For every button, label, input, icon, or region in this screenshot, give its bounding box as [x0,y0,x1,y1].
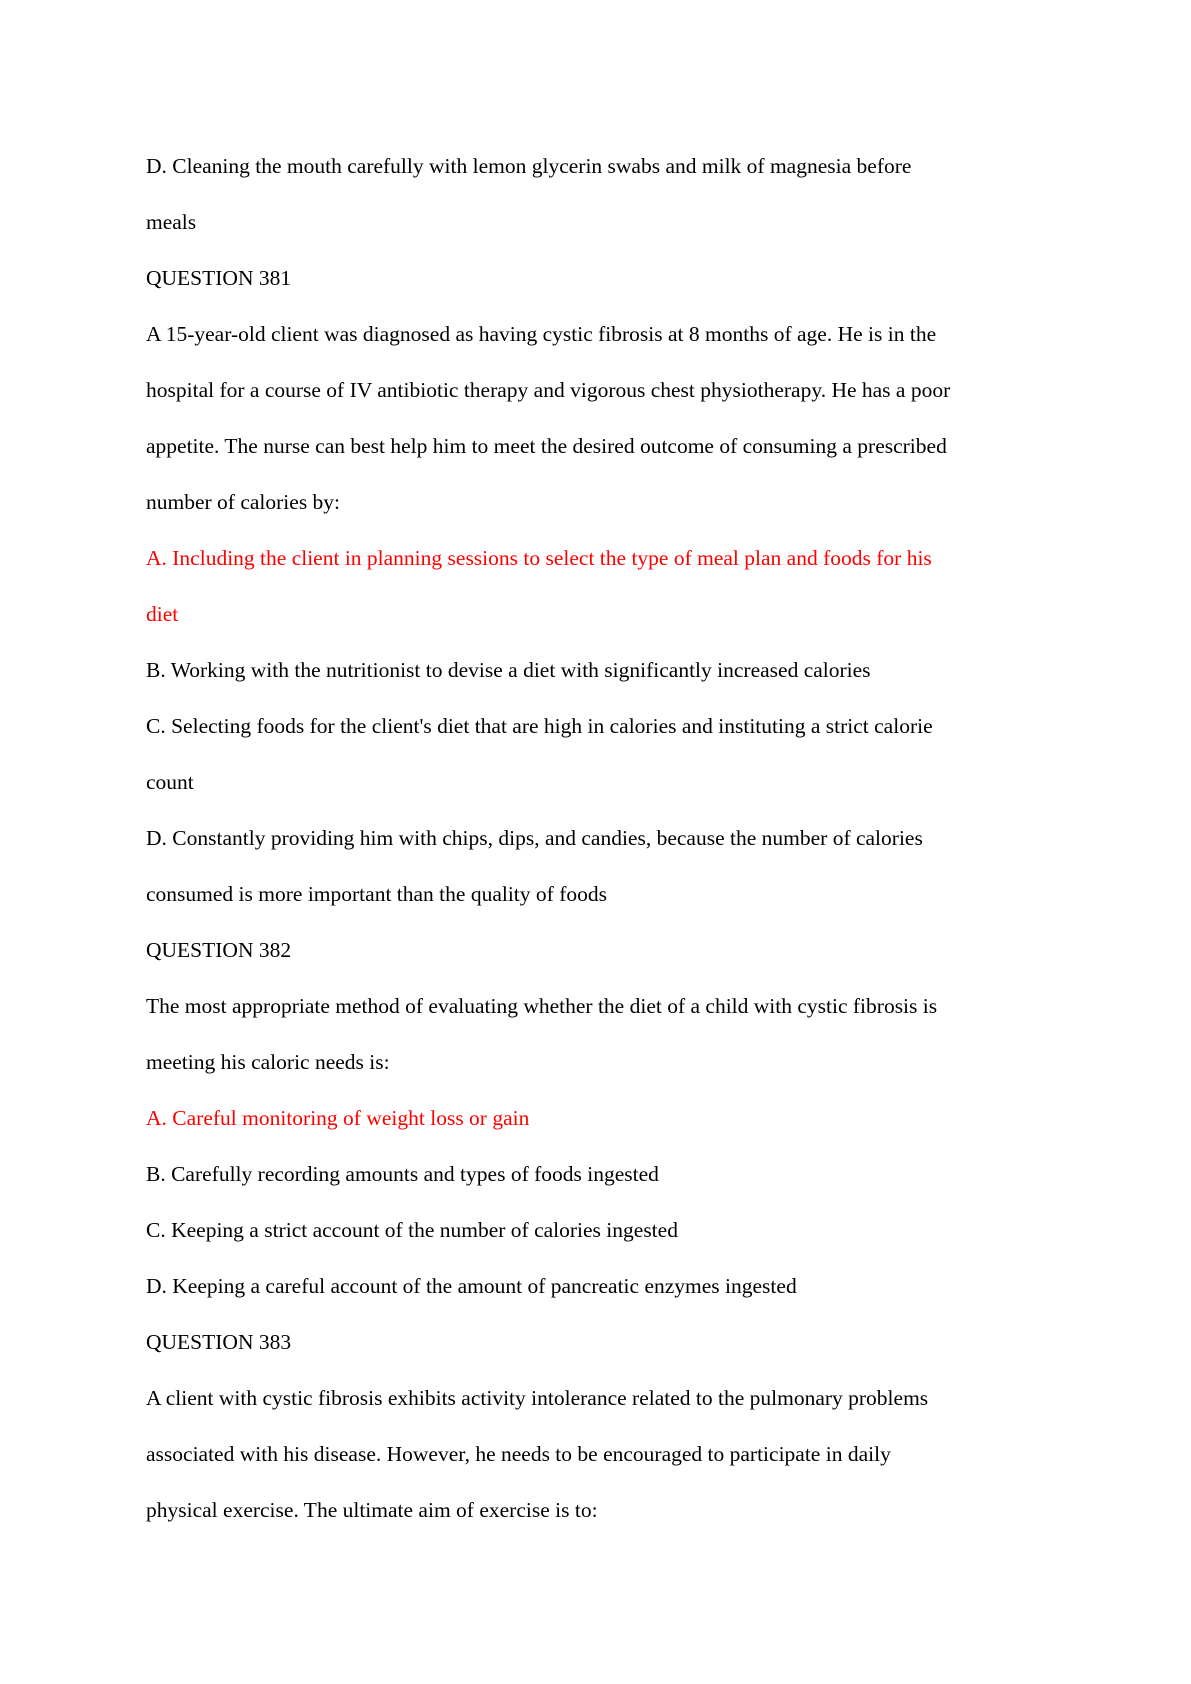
question-381-option-a-correct-line-2: diet [146,602,179,626]
question-382-stem-line-2: meeting his caloric needs is: [146,1050,390,1074]
question-382-heading: QUESTION 382 [146,938,292,962]
question-381-option-d-line-1: D. Constantly providing him with chips, dips, and candies, because the number of calories [146,826,923,850]
question-381-stem-line-3: appetite. The nurse can best help him to meet the desired outcome of consuming a prescribed [146,434,947,458]
question-381-option-d-line-2: consumed is more important than the quality of foods [146,882,607,906]
question-381-option-b: B. Working with the nutritionist to devise a diet with significantly increased calories [146,658,871,682]
question-383-heading: QUESTION 383 [146,1330,292,1354]
question-382-option-a-correct: A. Careful monitoring of weight loss or gain [146,1106,530,1130]
question-383-stem-line-2: associated with his disease. However, he needs to be encouraged to participate in daily [146,1442,891,1466]
question-381-stem-line-4: number of calories by: [146,490,341,514]
question-381-option-c-line-1: C. Selecting foods for the client's diet that are high in calories and instituting a strict calorie [146,714,933,738]
question-381-heading: QUESTION 381 [146,266,292,290]
question-381-stem-line-2: hospital for a course of IV antibiotic therapy and vigorous chest physiotherapy. He has a poor [146,378,951,402]
question-381-option-a-correct-line-1: A. Including the client in planning sessions to select the type of meal plan and foods for his [146,546,932,570]
question-381-stem-line-1: A 15-year-old client was diagnosed as having cystic fibrosis at 8 months of age. He is in the [146,322,937,346]
q380-option-d-line-2: meals [146,210,197,234]
question-383-stem-line-1: A client with cystic fibrosis exhibits activity intolerance related to the pulmonary problems [146,1386,929,1410]
question-382-stem-line-1: The most appropriate method of evaluating whether the diet of a child with cystic fibrosis is [146,994,938,1018]
q380-option-d-line-1: D. Cleaning the mouth carefully with lemon glycerin swabs and milk of magnesia before [146,154,912,178]
page-text [146,138,1066,1538]
question-381-option-c-line-2: count [146,770,194,794]
question-382-option-c: C. Keeping a strict account of the number of calories ingested [146,1218,678,1242]
question-382-option-b: B. Carefully recording amounts and types of foods ingested [146,1162,659,1186]
question-383-stem-line-3: physical exercise. The ultimate aim of exercise is to: [146,1498,598,1522]
question-382-option-d: D. Keeping a careful account of the amount of pancreatic enzymes ingested [146,1274,797,1298]
